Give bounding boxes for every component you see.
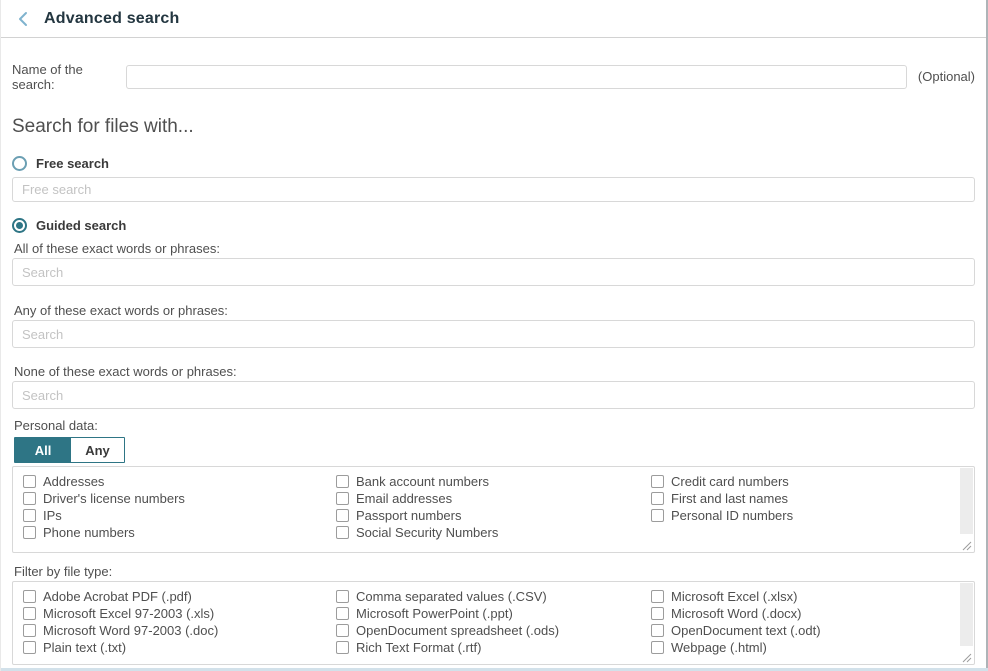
checkbox-item[interactable]	[23, 588, 336, 604]
checkbox[interactable]	[23, 641, 36, 654]
guided-search-radio[interactable]	[12, 218, 27, 233]
any-words-input[interactable]	[12, 320, 975, 348]
checkbox[interactable]	[336, 492, 349, 505]
checkbox[interactable]	[336, 624, 349, 637]
checkbox-item[interactable]	[336, 524, 651, 540]
checkbox-label: Plain text (.txt)	[43, 639, 127, 655]
free-search-input[interactable]	[12, 177, 975, 202]
none-words-label: None of these exact words or phrases:	[14, 364, 237, 379]
checkbox[interactable]	[23, 492, 36, 505]
checkbox-column	[336, 588, 651, 656]
checkbox[interactable]	[23, 590, 36, 603]
toggle-any-button[interactable]: Any	[71, 438, 124, 462]
checkbox-item[interactable]	[336, 473, 651, 489]
checkbox[interactable]	[651, 641, 664, 654]
checkbox-label: Bank account numbers	[356, 473, 489, 489]
checkbox-item[interactable]	[651, 473, 974, 489]
checkbox[interactable]	[23, 509, 36, 522]
header	[1, 0, 986, 38]
checkbox-item[interactable]	[651, 507, 974, 523]
checkbox[interactable]	[651, 607, 664, 620]
checkbox-item[interactable]	[336, 588, 651, 604]
checkbox[interactable]	[651, 590, 664, 603]
checkbox-column	[651, 588, 974, 656]
checkbox-label: Personal ID numbers	[671, 507, 794, 523]
checkbox-label: Microsoft Word 97-2003 (.doc)	[43, 622, 219, 638]
checkbox-item[interactable]	[23, 639, 336, 655]
checkbox-label: Comma separated values (.CSV)	[356, 588, 547, 604]
checkbox-item[interactable]	[651, 605, 974, 621]
any-words-label: Any of these exact words or phrases:	[14, 303, 228, 318]
checkbox[interactable]	[336, 607, 349, 620]
checkbox-column	[23, 588, 336, 656]
checkbox-label: Driver's license numbers	[43, 490, 185, 506]
checkbox-item[interactable]	[651, 588, 974, 604]
personal-data-toggle	[14, 437, 125, 463]
checkbox-item[interactable]	[23, 605, 336, 621]
checkbox-item[interactable]	[651, 639, 974, 655]
scrollbar-track[interactable]	[960, 583, 973, 646]
checkbox-label: Webpage (.html)	[671, 639, 767, 655]
chevron-left-icon	[17, 11, 29, 27]
guided-search-radio-row[interactable]	[12, 217, 975, 234]
checkbox-label: Microsoft Excel (.xlsx)	[671, 588, 798, 604]
free-search-radio-row[interactable]	[12, 155, 975, 172]
checkbox-item[interactable]	[336, 605, 651, 621]
resize-grip-icon[interactable]	[960, 538, 972, 550]
checkbox[interactable]	[336, 475, 349, 488]
file-type-checkbox-grid	[13, 582, 974, 656]
form-content	[1, 61, 986, 665]
file-type-panel	[12, 581, 975, 665]
page-title: Advanced search	[44, 9, 180, 27]
checkbox-column	[651, 473, 974, 541]
checkbox-item[interactable]	[651, 490, 974, 506]
checkbox[interactable]	[651, 475, 664, 488]
checkbox-item[interactable]	[23, 507, 336, 523]
checkbox-item[interactable]	[23, 490, 336, 506]
checkbox[interactable]	[23, 475, 36, 488]
scrollbar-track[interactable]	[960, 468, 973, 534]
personal-data-panel	[12, 466, 975, 553]
checkbox[interactable]	[651, 624, 664, 637]
checkbox-item[interactable]	[651, 622, 974, 638]
checkbox-item[interactable]	[23, 524, 336, 540]
toggle-all-button[interactable]: All	[15, 438, 71, 462]
checkbox-label: Social Security Numbers	[356, 524, 499, 540]
checkbox[interactable]	[336, 509, 349, 522]
all-words-label: All of these exact words or phrases:	[14, 241, 220, 256]
resize-grip-icon[interactable]	[960, 650, 972, 662]
checkbox-label: Microsoft Word (.docx)	[671, 605, 802, 621]
checkbox-item[interactable]	[23, 473, 336, 489]
checkbox[interactable]	[336, 641, 349, 654]
checkbox-item[interactable]	[336, 622, 651, 638]
checkbox-label: First and last names	[671, 490, 789, 506]
checkbox[interactable]	[336, 526, 349, 539]
checkbox-label: Rich Text Format (.rtf)	[356, 639, 482, 655]
personal-data-checkbox-grid	[13, 467, 974, 541]
checkbox[interactable]	[651, 492, 664, 505]
free-search-radio[interactable]	[12, 156, 27, 171]
checkbox[interactable]	[336, 590, 349, 603]
checkbox-label: Passport numbers	[356, 507, 462, 523]
checkbox-item[interactable]	[336, 507, 651, 523]
checkbox-label: Microsoft PowerPoint (.ppt)	[356, 605, 513, 621]
checkbox-item[interactable]	[336, 639, 651, 655]
checkbox[interactable]	[651, 509, 664, 522]
section-heading: Search for files with...	[12, 116, 194, 137]
search-name-label: Name of the search:	[12, 61, 83, 92]
guided-search-label: Guided search	[36, 218, 127, 233]
checkbox-column	[336, 473, 651, 541]
checkbox-label: Credit card numbers	[671, 473, 789, 489]
file-type-label: Filter by file type:	[14, 564, 113, 579]
search-name-row	[12, 61, 975, 92]
free-search-label: Free search	[36, 156, 109, 171]
checkbox-label: IPs	[43, 507, 62, 523]
checkbox-column	[23, 473, 336, 541]
checkbox-label: Phone numbers	[43, 524, 135, 540]
checkbox-label: Email addresses	[356, 490, 453, 506]
checkbox-label: Microsoft Excel 97-2003 (.xls)	[43, 605, 215, 621]
checkbox-label: Addresses	[43, 473, 105, 489]
checkbox-item[interactable]	[23, 622, 336, 638]
back-button[interactable]	[14, 10, 32, 28]
checkbox-item[interactable]	[336, 490, 651, 506]
checkbox[interactable]	[23, 624, 36, 637]
search-name-input[interactable]	[126, 65, 907, 89]
checkbox[interactable]	[23, 607, 36, 620]
optional-hint: (Optional)	[917, 69, 975, 84]
checkbox-label: Adobe Acrobat PDF (.pdf)	[43, 588, 192, 604]
all-words-input[interactable]	[12, 258, 975, 286]
personal-data-label: Personal data:	[14, 418, 98, 433]
checkbox-label: OpenDocument text (.odt)	[671, 622, 821, 638]
checkbox[interactable]	[23, 526, 36, 539]
checkbox-label: OpenDocument spreadsheet (.ods)	[356, 622, 560, 638]
none-words-input[interactable]	[12, 381, 975, 409]
